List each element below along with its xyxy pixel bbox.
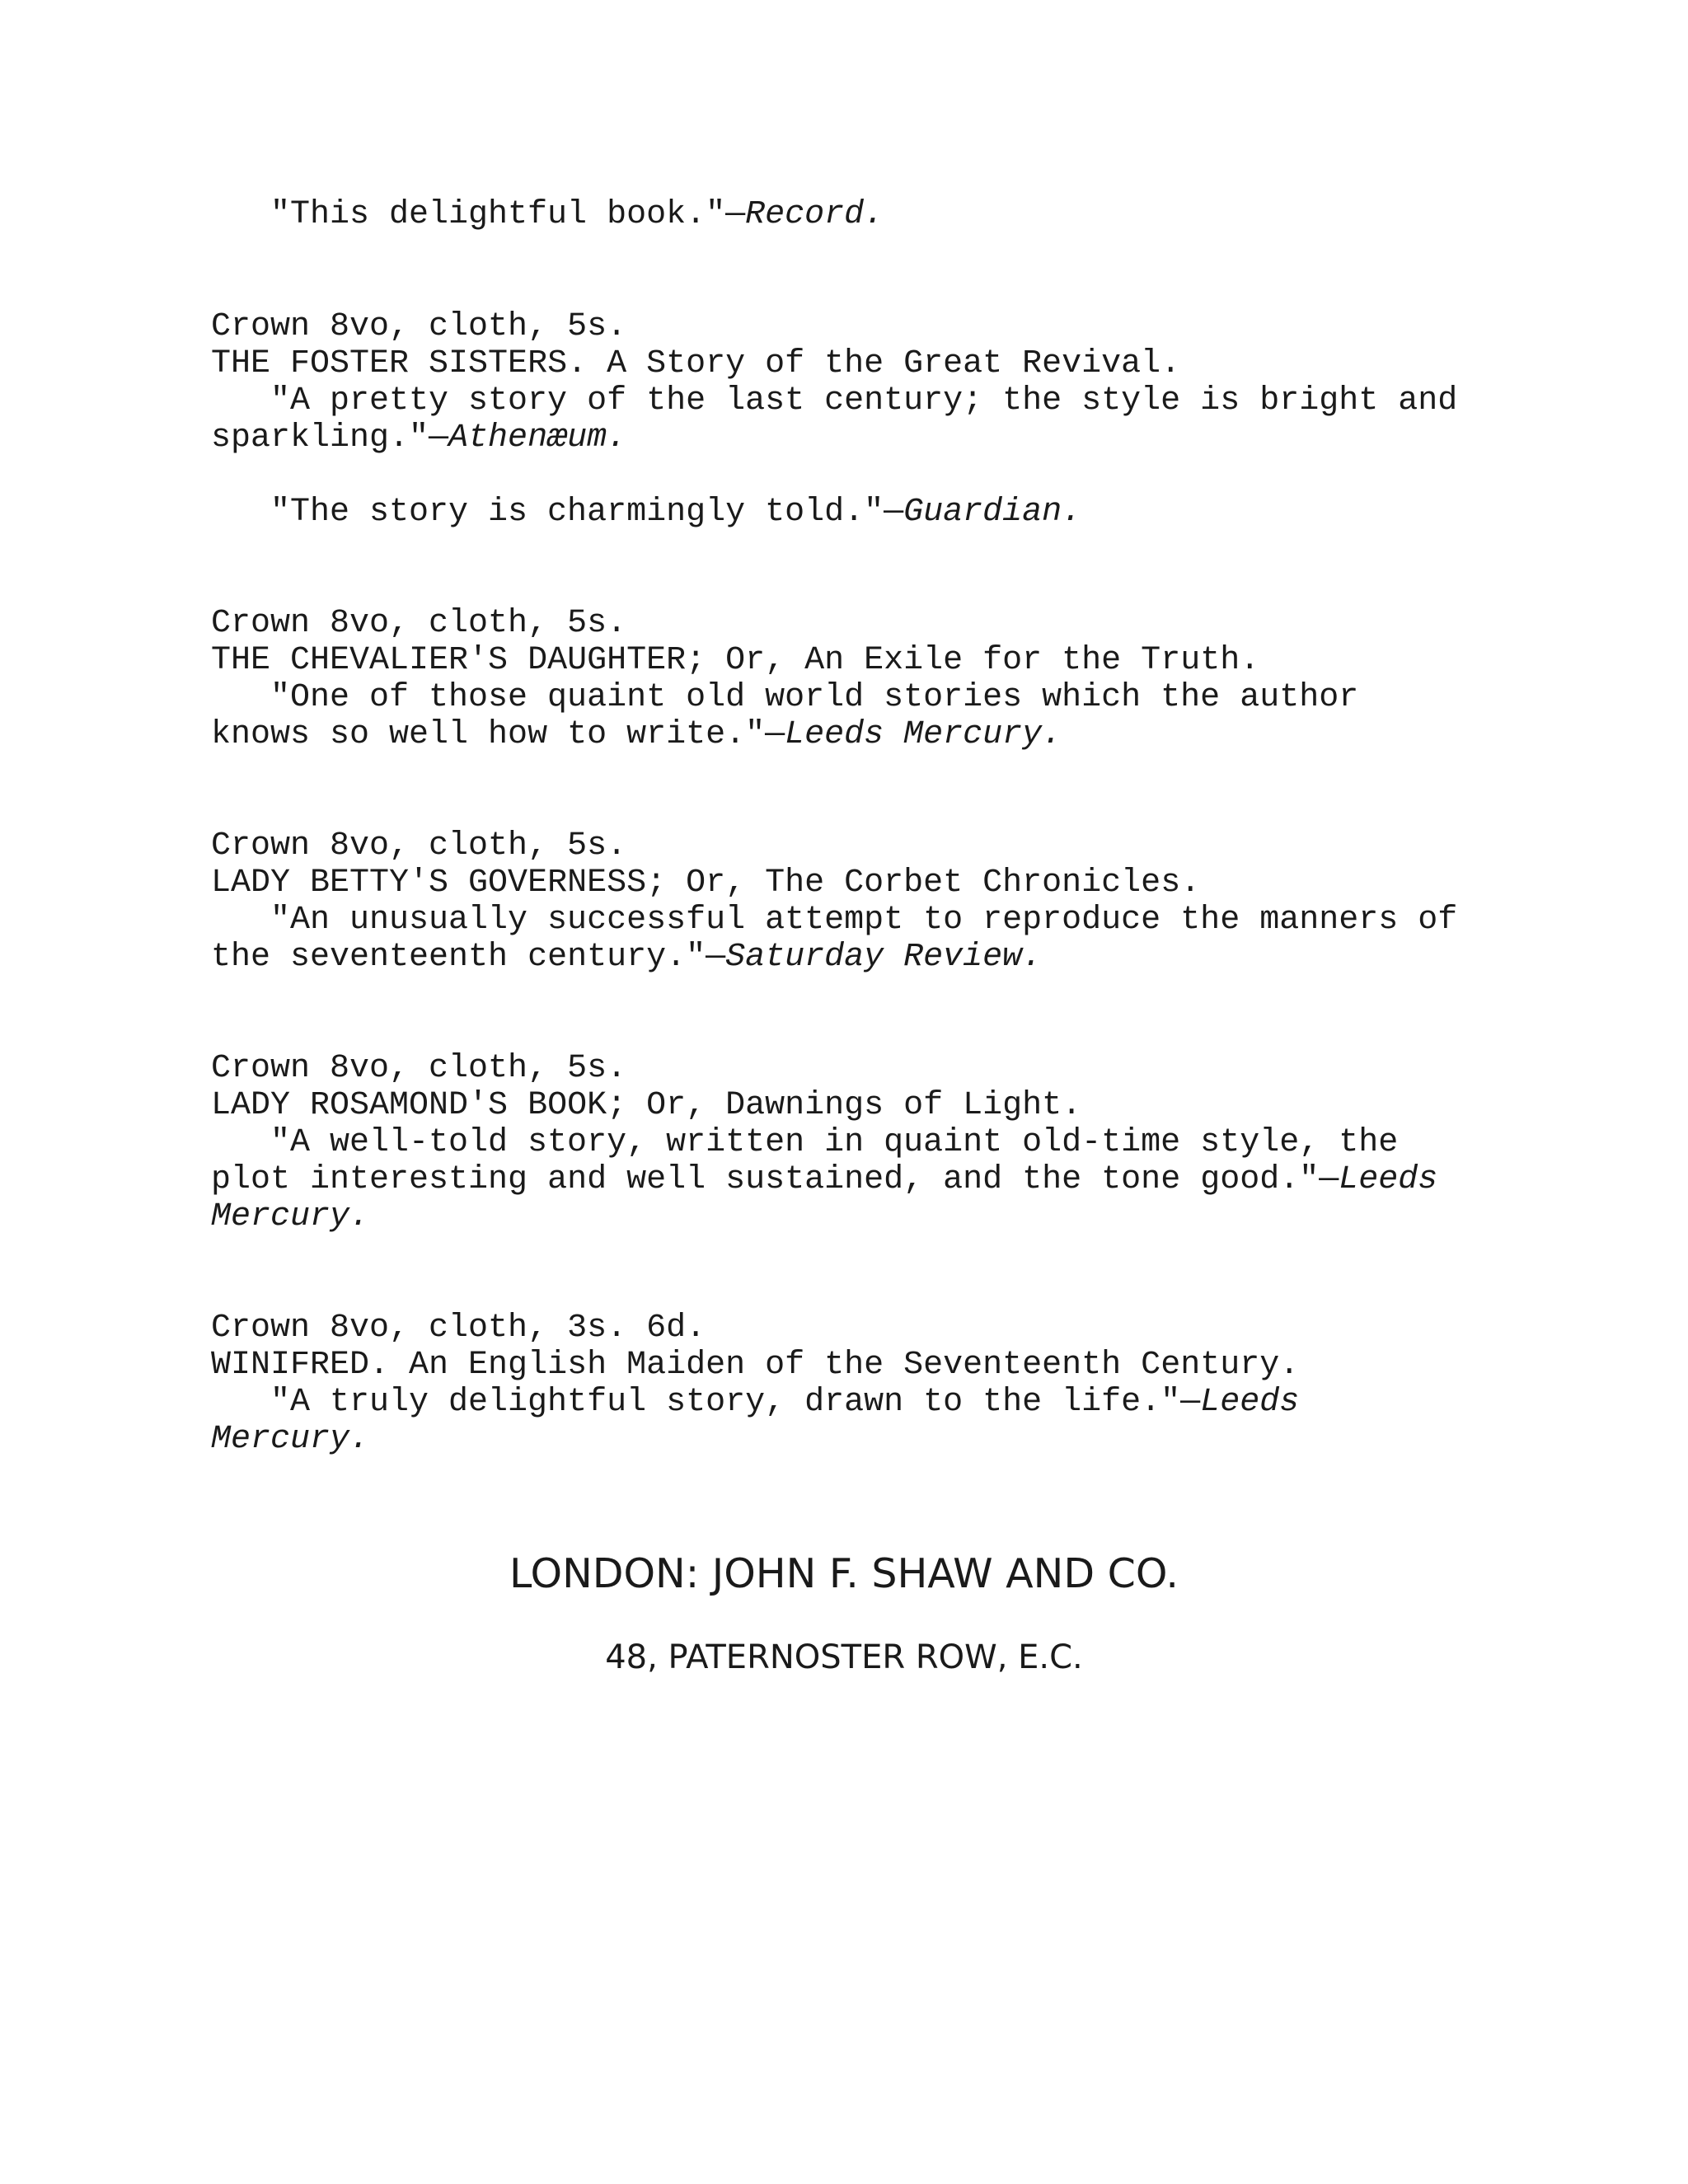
review-text: the seventeenth century."— [211, 939, 726, 976]
review-source: Leeds Mercury. [785, 716, 1062, 753]
book-format: Crown 8vo, cloth, 5s. [211, 605, 627, 642]
book-format: Crown 8vo, cloth, 5s. [211, 308, 627, 345]
book-format: Crown 8vo, cloth, 5s. [211, 827, 627, 865]
review-text: knows so well how to write."— [211, 716, 785, 753]
book-title: THE FOSTER SISTERS. A Story of the Great Revival. [211, 345, 1181, 382]
book-format: Crown 8vo, cloth, 5s. [211, 1050, 627, 1087]
review-line [211, 716, 1062, 753]
review-line [211, 419, 626, 457]
quote-source: Record. [745, 196, 884, 233]
review-source: Leeds [1339, 1161, 1438, 1198]
review-source: Athenæum. [448, 419, 627, 457]
review-line [270, 1384, 1299, 1421]
book-format: Crown 8vo, cloth, 3s. 6d. [211, 1310, 706, 1347]
review-line: "One of those quaint old world stories which the author [270, 679, 1359, 716]
quote-text: "This delightful book."— [270, 196, 746, 233]
book-title: THE CHEVALIER'S DAUGHTER; Or, An Exile for the Truth. [211, 642, 1260, 679]
review-source: Leeds [1200, 1384, 1300, 1421]
review-line [211, 939, 1042, 976]
review-text: "The story is charmingly told."— [270, 494, 904, 531]
book-title: WINIFRED. An English Maiden of the Seventeenth Century. [211, 1347, 1300, 1384]
review-source: Saturday Review. [725, 939, 1043, 976]
book-title: LADY BETTY'S GOVERNESS; Or, The Corbet Chronicles. [211, 865, 1201, 902]
review-line: "A pretty story of the last century; the style is bright and [270, 382, 1458, 419]
review-line: "An unusually successful attempt to reproduce the manners of [270, 902, 1458, 939]
review-source: Mercury. [211, 1198, 370, 1235]
review-line [270, 494, 1081, 531]
review-text: "A truly delightful story, drawn to the life."— [270, 1384, 1201, 1421]
review-line: "A well-told story, written in quaint old-time style, the [270, 1124, 1399, 1161]
intro-quote [270, 196, 884, 233]
review-text: sparkling."— [211, 419, 449, 457]
publisher-name: LONDON: JOHN F. SHAW AND CO. [509, 1550, 1179, 1597]
review-line [211, 1161, 1437, 1198]
publisher-address: 48, PATERNOSTER ROW, E.C. [605, 1638, 1083, 1676]
review-source: Guardian. [903, 494, 1082, 531]
review-source: Mercury. [211, 1421, 370, 1458]
review-text: plot interesting and well sustained, and the tone good."— [211, 1161, 1339, 1198]
book-title: LADY ROSAMOND'S BOOK; Or, Dawnings of Light. [211, 1087, 1082, 1124]
